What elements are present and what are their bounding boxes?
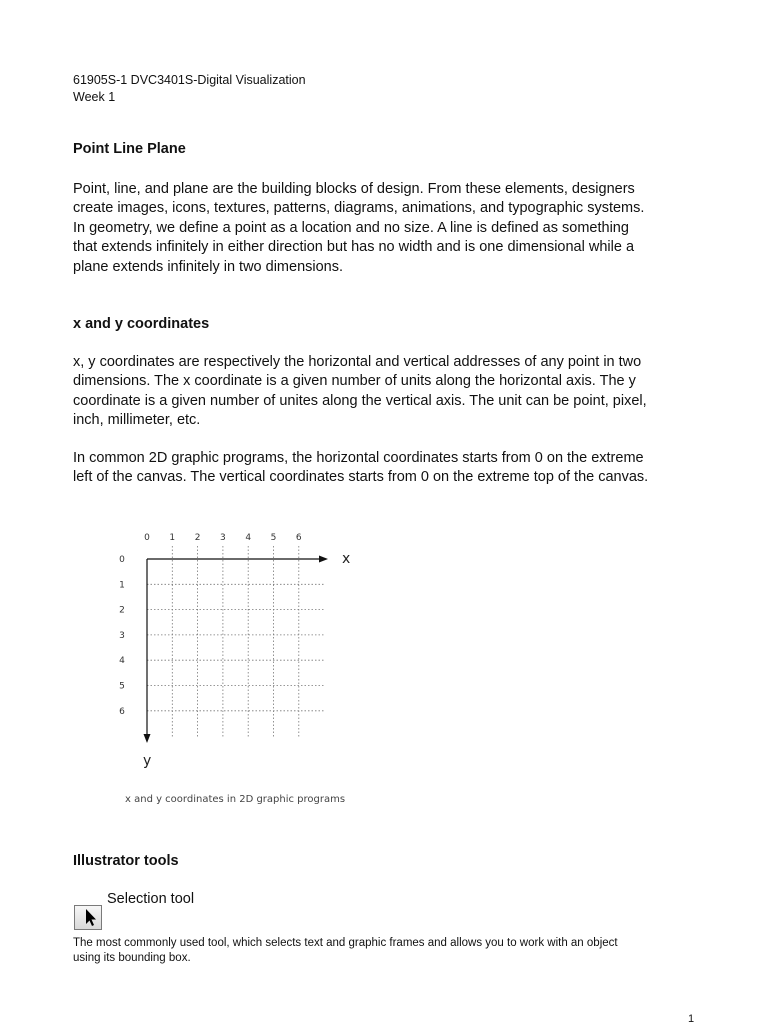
text-line: that extends infinitely in either direction but has no width and is one dimensional while a (73, 239, 635, 256)
coordinate-grid-figure (110, 528, 360, 778)
figure-caption: x and y coordinates in 2D graphic programs (125, 794, 346, 805)
y-axis-label: y (143, 753, 152, 769)
text-line: In common 2D graphic programs, the horizontal coordinates starts from 0 on the extreme (73, 450, 644, 466)
y-tick-label: 3 (119, 630, 125, 641)
text-line: inch, millimeter, etc. (73, 412, 201, 429)
x-tick-label: 3 (220, 533, 226, 543)
y-tick-label: 2 (119, 605, 125, 616)
text-line: x, y coordinates are respectively the horizontal and vertical addresses of any point in two (73, 354, 642, 370)
y-tick-label: 0 (119, 555, 125, 565)
text-line: The most commonly used tool, which selects text and graphic frames and allows you to work with an object (73, 937, 618, 949)
y-tick-label: 1 (119, 580, 125, 591)
course-header: 61905S-1 DVC3401S-Digital Visualization (73, 73, 306, 87)
x-tick-label: 5 (270, 533, 277, 543)
selection-tool-button[interactable] (74, 905, 102, 930)
paragraph-coordinates-definition (73, 353, 713, 431)
x-axis-label: x (342, 551, 351, 567)
x-tick-label: 0 (144, 533, 150, 543)
selection-arrow-icon (75, 906, 101, 929)
x-tick-label: 1 (169, 533, 176, 543)
text-line: In geometry, we define a point as a location and no size. A line is defined as something (73, 219, 629, 236)
text-line: coordinate is a given number of unites along the vertical axis. The unit can be point, pixel, (73, 392, 647, 409)
x-tick-label: 6 (295, 533, 302, 543)
section-title-point-line-plane: Point Line Plane (73, 141, 186, 157)
paragraph-point-line-plane (73, 180, 713, 277)
y-tick-label: 5 (119, 681, 125, 692)
week-label: Week 1 (73, 90, 116, 104)
text-line: create images, icons, textures, patterns, diagrams, animations, and typographic systems. (73, 200, 645, 217)
section-title-illustrator-tools: Illustrator tools (73, 853, 179, 869)
selection-tool-description (73, 936, 618, 966)
section-title-coordinates: x and y coordinates (73, 316, 210, 332)
text-line: Point, line, and plane are the building blocks of design. From these elements, designers (73, 181, 635, 197)
text-line: dimensions. The x coordinate is a given number of units along the horizontal axis. The y (73, 373, 636, 390)
paragraph-canvas-origin (73, 449, 713, 488)
text-line: plane extends infinitely in two dimensions. (73, 258, 344, 275)
x-tick-label: 2 (194, 533, 201, 543)
page-number: 1 (688, 1013, 695, 1025)
text-line: using its bounding box. (73, 952, 191, 964)
y-tick-label: 6 (119, 706, 125, 717)
y-axis-arrow (144, 734, 151, 743)
tool-name: Selection tool (107, 891, 195, 907)
text-line: left of the canvas. The vertical coordinates starts from 0 on the extreme top of the canvas. (73, 469, 649, 486)
x-axis-arrow (319, 556, 328, 563)
y-tick-label: 4 (119, 656, 125, 667)
x-tick-label: 4 (245, 533, 252, 543)
